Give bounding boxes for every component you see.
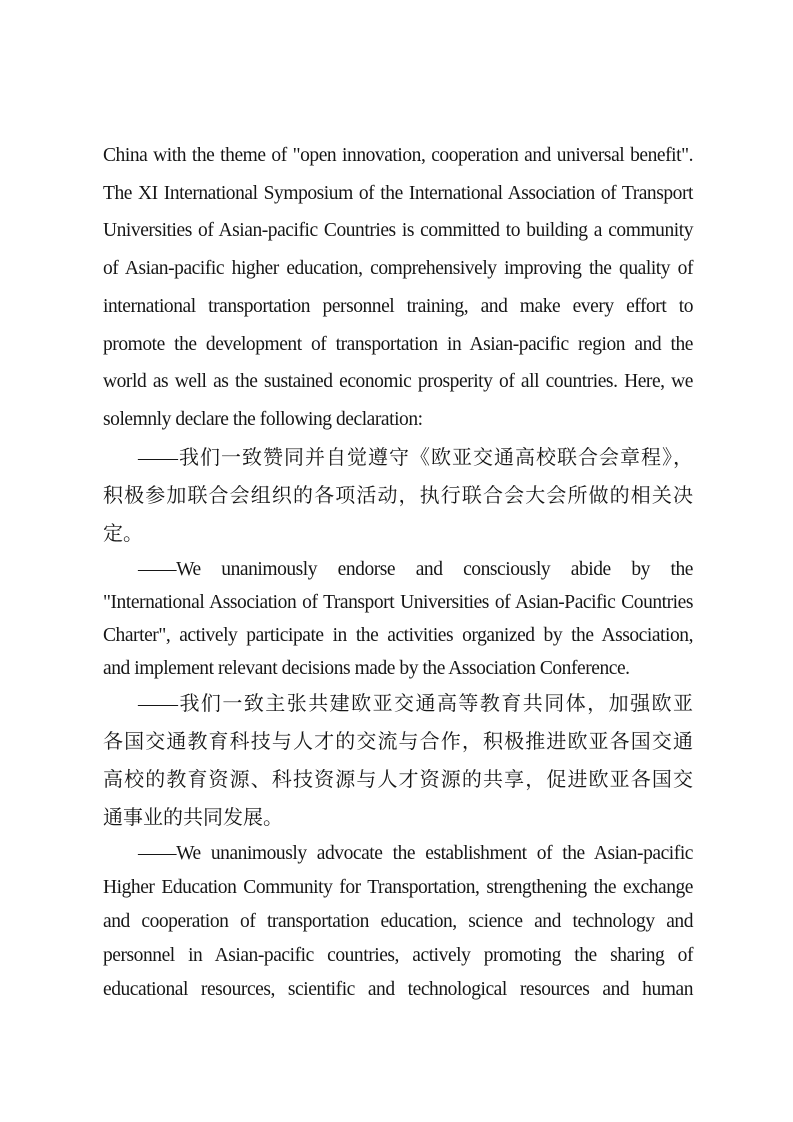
text-line: 通事业的共同发展。 bbox=[103, 806, 283, 829]
text-line: international transportation personnel training, and make every effort to bbox=[103, 295, 693, 317]
text-line: ——我们一致赞同并自觉遵守《欧亚交通高校联合会章程》， bbox=[138, 446, 693, 469]
paragraph-english-intro bbox=[103, 137, 693, 439]
text-line: China with the theme of "open innovation, cooperation and universal benefit". bbox=[103, 145, 693, 166]
text-line: ——我们一致主张共建欧亚交通高等教育共同体，加强欧亚 bbox=[138, 692, 693, 715]
text-line: and implement relevant decisions made by the Association Conference. bbox=[103, 657, 630, 679]
page-text-body bbox=[103, 137, 693, 1007]
text-line: promote the development of transportation in Asian-pacific region and the bbox=[103, 333, 693, 355]
text-line: Charter", actively participate in the activities organized by the Association, bbox=[103, 624, 693, 646]
text-line: educational resources, scientific and technological resources and human bbox=[103, 978, 693, 1000]
text-line: of Asian-pacific higher education, comprehensively improving the quality of bbox=[103, 258, 693, 280]
paragraph-chinese-charter bbox=[103, 439, 693, 553]
text-line: Higher Education Community for Transportation, strengthening the exchange bbox=[103, 876, 693, 898]
text-line: The XI International Symposium of the International Association of Transport bbox=[103, 182, 693, 204]
text-line: Universities of Asian-pacific Countries is committed to building a community bbox=[103, 220, 693, 242]
text-line: ——We unanimously endorse and consciously abide by the bbox=[138, 558, 693, 580]
text-line: solemnly declare the following declaration: bbox=[103, 408, 423, 430]
text-line: ——We unanimously advocate the establishment of the Asian-pacific bbox=[138, 842, 693, 864]
paragraph-english-charter bbox=[103, 553, 693, 685]
text-line: world as well as the sustained economic prosperity of all countries. Here, we bbox=[103, 371, 693, 393]
paragraph-english-community bbox=[103, 837, 693, 1007]
text-line: 定。 bbox=[103, 522, 143, 545]
text-line: 积极参加联合会组织的各项活动，执行联合会大会所做的相关决 bbox=[103, 484, 693, 507]
text-line: "International Association of Transport Universities of Asian-Pacific Countries bbox=[103, 591, 693, 613]
text-line: 高校的教育资源、科技资源与人才资源的共享，促进欧亚各国交 bbox=[103, 768, 693, 791]
text-line: personnel in Asian-pacific countries, actively promoting the sharing of bbox=[103, 944, 693, 966]
text-line: 各国交通教育科技与人才的交流与合作，积极推进欧亚各国交通 bbox=[103, 730, 693, 753]
paragraph-chinese-community bbox=[103, 685, 693, 837]
text-line: and cooperation of transportation education, science and technology and bbox=[103, 910, 693, 932]
